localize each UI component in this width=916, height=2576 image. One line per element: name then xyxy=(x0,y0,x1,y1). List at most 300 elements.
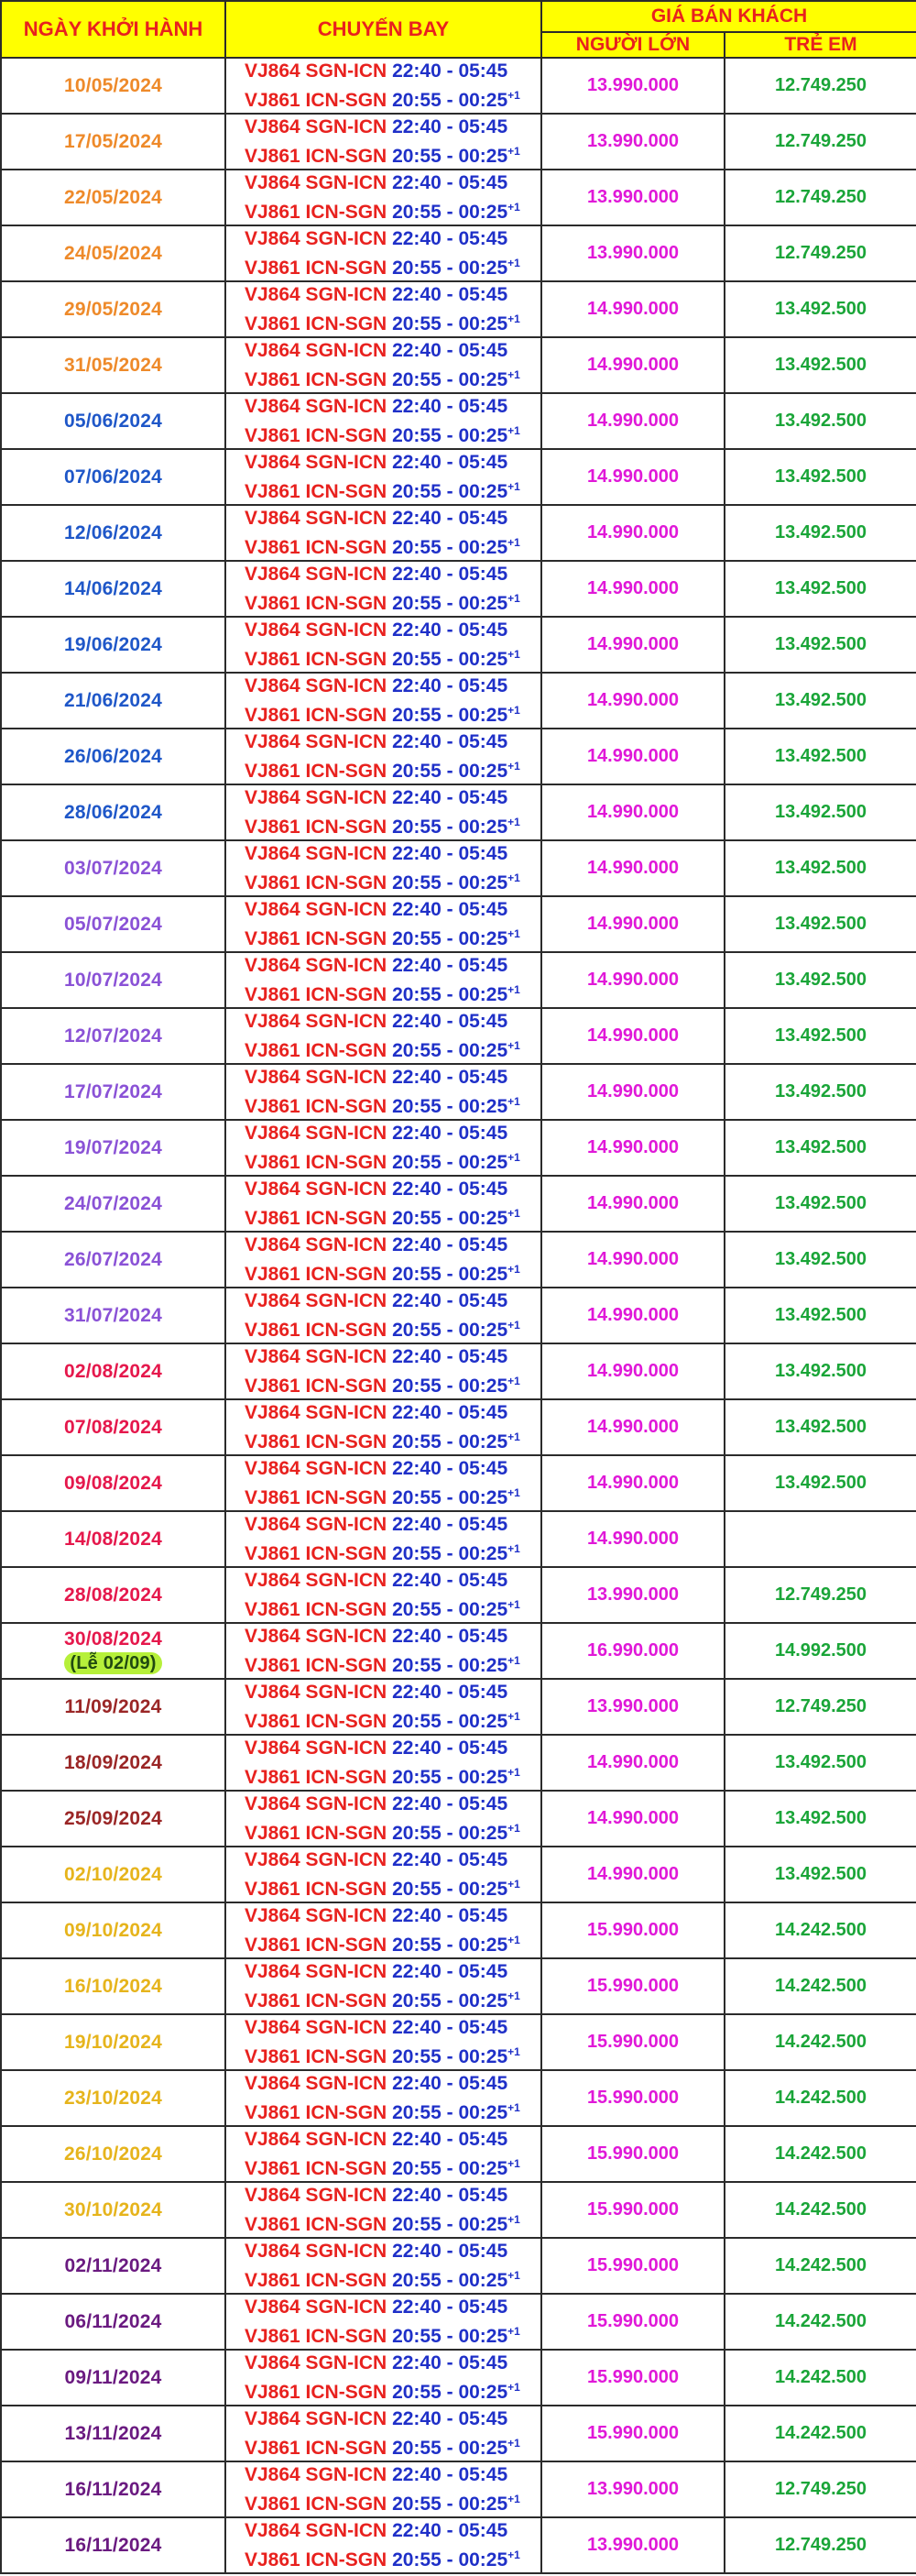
next-day-marker: +1 xyxy=(507,1654,520,1667)
outbound-flight-code: VJ864 SGN-ICN xyxy=(245,1346,387,1367)
outbound-flight-code: VJ864 SGN-ICN xyxy=(245,1626,387,1647)
outbound-flight-time: 22:40 - 05:45 xyxy=(392,1682,508,1703)
return-flight-time: 20:55 - 00:25 xyxy=(392,1431,508,1452)
child-price-cell: 12.749.250 xyxy=(725,170,916,225)
outbound-flight xyxy=(245,282,540,307)
return-flight xyxy=(245,2096,540,2125)
child-price-cell: 13.492.500 xyxy=(725,1343,916,1399)
adult-price-cell: 14.990.000 xyxy=(541,1735,725,1791)
flight-cell xyxy=(225,337,541,393)
outbound-flight-code: VJ864 SGN-ICN xyxy=(245,284,387,305)
return-flight-time: 20:55 - 00:25 xyxy=(392,1599,508,1620)
return-flight-time: 20:55 - 00:25 xyxy=(392,1655,508,1676)
child-price-cell: 13.492.500 xyxy=(725,673,916,729)
outbound-flight xyxy=(245,562,540,586)
outbound-flight xyxy=(245,59,540,83)
return-flight-time: 20:55 - 00:25 xyxy=(392,2549,508,2571)
next-day-marker: +1 xyxy=(507,2045,520,2058)
return-flight xyxy=(245,139,540,169)
outbound-flight-code: VJ864 SGN-ICN xyxy=(245,2241,387,2262)
next-day-marker: +1 xyxy=(507,704,520,717)
outbound-flight-code: VJ864 SGN-ICN xyxy=(245,1234,387,1255)
adult-price-cell: 14.990.000 xyxy=(541,729,725,784)
departure-date-cell xyxy=(1,617,225,673)
departure-date-cell xyxy=(1,952,225,1008)
return-flight xyxy=(245,810,540,839)
departure-date-cell xyxy=(1,1791,225,1847)
departure-date: 19/10/2024 xyxy=(63,2031,163,2053)
table-row xyxy=(1,617,916,673)
departure-date-cell xyxy=(1,1958,225,2014)
outbound-flight-time: 22:40 - 05:45 xyxy=(392,1737,508,1759)
table-row xyxy=(1,952,916,1008)
outbound-flight-code: VJ864 SGN-ICN xyxy=(245,1682,387,1703)
departure-date: 07/08/2024 xyxy=(63,1416,163,1438)
adult-price-cell: 14.990.000 xyxy=(541,896,725,952)
return-flight xyxy=(245,419,540,448)
outbound-flight xyxy=(245,953,540,978)
adult-price-cell: 14.990.000 xyxy=(541,1343,725,1399)
adult-price-cell: 14.990.000 xyxy=(541,393,725,449)
child-price-cell: 13.492.500 xyxy=(725,729,916,784)
table-row xyxy=(1,561,916,617)
outbound-flight-time: 22:40 - 05:45 xyxy=(392,2185,508,2206)
departure-date: 14/08/2024 xyxy=(63,1528,163,1550)
departure-date: 26/07/2024 xyxy=(63,1248,163,1270)
return-flight xyxy=(245,1481,540,1510)
return-flight-time: 20:55 - 00:25 xyxy=(392,481,508,502)
next-day-marker: +1 xyxy=(507,1095,520,1108)
adult-price-cell: 13.990.000 xyxy=(541,58,725,114)
child-price-cell: 14.242.500 xyxy=(725,2294,916,2350)
next-day-marker: +1 xyxy=(507,89,520,102)
return-flight-code: VJ861 ICN-SGN xyxy=(245,537,387,558)
return-flight-time: 20:55 - 00:25 xyxy=(392,537,508,558)
table-row xyxy=(1,1902,916,1958)
return-flight-code: VJ861 ICN-SGN xyxy=(245,2214,387,2235)
child-price-cell: 13.492.500 xyxy=(725,1455,916,1511)
outbound-flight xyxy=(245,1121,540,1145)
departure-date: 02/10/2024 xyxy=(63,1863,163,1885)
flight-cell xyxy=(225,840,541,896)
departure-date-cell xyxy=(1,2014,225,2070)
return-flight-code: VJ861 ICN-SGN xyxy=(245,2494,387,2515)
next-day-marker: +1 xyxy=(507,1934,520,1946)
return-flight xyxy=(245,1201,540,1231)
return-flight-code: VJ861 ICN-SGN xyxy=(245,202,387,223)
table-row xyxy=(1,784,916,840)
return-flight-code: VJ861 ICN-SGN xyxy=(245,2438,387,2459)
adult-price-cell: 14.990.000 xyxy=(541,1288,725,1343)
next-day-marker: +1 xyxy=(507,1990,520,2002)
return-flight-code: VJ861 ICN-SGN xyxy=(245,2102,387,2123)
return-flight-code: VJ861 ICN-SGN xyxy=(245,2382,387,2403)
outbound-flight-code: VJ864 SGN-ICN xyxy=(245,2352,387,2373)
departure-date-cell xyxy=(1,2126,225,2182)
return-flight-time: 20:55 - 00:25 xyxy=(392,258,508,279)
child-price-cell: 12.749.250 xyxy=(725,58,916,114)
table-row xyxy=(1,1623,916,1679)
departure-date: 16/11/2024 xyxy=(64,2478,162,2500)
next-day-marker: +1 xyxy=(507,1319,520,1332)
outbound-flight xyxy=(245,1344,540,1369)
adult-price-cell: 14.990.000 xyxy=(541,840,725,896)
outbound-flight-code: VJ864 SGN-ICN xyxy=(245,843,387,864)
table-row xyxy=(1,2182,916,2238)
next-day-marker: +1 xyxy=(507,201,520,214)
header-flight: CHUYẾN BAY xyxy=(225,1,541,58)
departure-date-cell xyxy=(1,1399,225,1455)
next-day-marker: +1 xyxy=(507,2213,520,2226)
flight-cell xyxy=(225,114,541,170)
adult-price-cell: 14.990.000 xyxy=(541,952,725,1008)
return-flight-code: VJ861 ICN-SGN xyxy=(245,313,387,334)
return-flight-code: VJ861 ICN-SGN xyxy=(245,481,387,502)
return-flight xyxy=(245,2319,540,2349)
outbound-flight-code: VJ864 SGN-ICN xyxy=(245,1514,387,1535)
return-flight-time: 20:55 - 00:25 xyxy=(392,817,508,838)
outbound-flight-time: 22:40 - 05:45 xyxy=(392,1011,508,1032)
outbound-flight-time: 22:40 - 05:45 xyxy=(392,1402,508,1423)
flight-cell xyxy=(225,1511,541,1567)
table-row xyxy=(1,2517,916,2573)
adult-price-cell: 14.990.000 xyxy=(541,1120,725,1176)
outbound-flight-code: VJ864 SGN-ICN xyxy=(245,2073,387,2094)
table-row xyxy=(1,281,916,337)
child-price-cell: 13.492.500 xyxy=(725,393,916,449)
outbound-flight-code: VJ864 SGN-ICN xyxy=(245,396,387,417)
adult-price-cell: 15.990.000 xyxy=(541,1902,725,1958)
table-row xyxy=(1,1008,916,1064)
return-flight-time: 20:55 - 00:25 xyxy=(392,2046,508,2067)
table-row xyxy=(1,1232,916,1288)
return-flight-code: VJ861 ICN-SGN xyxy=(245,1487,387,1508)
return-flight xyxy=(245,1034,540,1063)
return-flight-code: VJ861 ICN-SGN xyxy=(245,1990,387,2011)
departure-date-cell xyxy=(1,2294,225,2350)
return-flight-code: VJ861 ICN-SGN xyxy=(245,1320,387,1341)
flight-cell xyxy=(225,1455,541,1511)
next-day-marker: +1 xyxy=(507,1598,520,1611)
next-day-marker: +1 xyxy=(507,2325,520,2338)
departure-date-cell xyxy=(1,2517,225,2573)
adult-price-cell: 14.990.000 xyxy=(541,617,725,673)
table-row xyxy=(1,2014,916,2070)
return-flight-code: VJ861 ICN-SGN xyxy=(245,2270,387,2291)
departure-date: 10/05/2024 xyxy=(63,74,163,96)
return-flight xyxy=(245,2487,540,2516)
outbound-flight-time: 22:40 - 05:45 xyxy=(392,340,508,361)
return-flight xyxy=(245,1537,540,1566)
outbound-flight xyxy=(245,1624,540,1649)
child-price-cell: 12.749.250 xyxy=(725,1567,916,1623)
departure-date: 05/07/2024 xyxy=(63,913,163,935)
table-row xyxy=(1,1735,916,1791)
departure-date: 19/06/2024 xyxy=(63,633,163,655)
return-flight xyxy=(245,1649,540,1678)
outbound-flight-time: 22:40 - 05:45 xyxy=(392,508,508,529)
return-flight-code: VJ861 ICN-SGN xyxy=(245,761,387,782)
return-flight xyxy=(245,698,540,728)
return-flight-time: 20:55 - 00:25 xyxy=(392,425,508,446)
departure-date-cell xyxy=(1,1567,225,1623)
outbound-flight xyxy=(245,2127,540,2152)
adult-price-cell: 14.990.000 xyxy=(541,337,725,393)
flight-cell xyxy=(225,505,541,561)
outbound-flight-code: VJ864 SGN-ICN xyxy=(245,787,387,808)
flight-cell xyxy=(225,58,541,114)
outbound-flight-time: 22:40 - 05:45 xyxy=(392,172,508,193)
flight-cell xyxy=(225,1958,541,2014)
departure-date-cell xyxy=(1,2070,225,2126)
outbound-flight-time: 22:40 - 05:45 xyxy=(392,731,508,752)
outbound-flight xyxy=(245,2239,540,2264)
outbound-flight-code: VJ864 SGN-ICN xyxy=(245,564,387,585)
departure-date: 26/10/2024 xyxy=(63,2143,163,2165)
outbound-flight-time: 22:40 - 05:45 xyxy=(392,2073,508,2094)
departure-date: 28/08/2024 xyxy=(63,1584,163,1606)
departure-date: 05/06/2024 xyxy=(63,410,163,432)
departure-date: 30/10/2024 xyxy=(63,2198,163,2220)
outbound-flight-time: 22:40 - 05:45 xyxy=(392,1458,508,1479)
departure-date: 09/10/2024 xyxy=(63,1919,163,1941)
table-row xyxy=(1,2294,916,2350)
departure-date: 14/06/2024 xyxy=(63,577,163,599)
departure-date-cell xyxy=(1,505,225,561)
flight-cell xyxy=(225,2238,541,2294)
table-row xyxy=(1,2126,916,2182)
table-row xyxy=(1,1455,916,1511)
outbound-flight xyxy=(245,1512,540,1537)
return-flight-time: 20:55 - 00:25 xyxy=(392,1208,508,1229)
child-price-cell: 14.992.500 xyxy=(725,1623,916,1679)
return-flight xyxy=(245,2040,540,2069)
return-flight-time: 20:55 - 00:25 xyxy=(392,1935,508,1956)
holiday-note-badge: (Lễ 02/09) xyxy=(64,1652,161,1674)
table-row xyxy=(1,896,916,952)
return-flight-time: 20:55 - 00:25 xyxy=(392,984,508,1005)
outbound-flight-code: VJ864 SGN-ICN xyxy=(245,116,387,137)
adult-price-cell: 14.990.000 xyxy=(541,505,725,561)
header-child: TRẺ EM xyxy=(725,32,916,58)
next-day-marker: +1 xyxy=(507,257,520,269)
child-price-cell: 13.492.500 xyxy=(725,1735,916,1791)
return-flight xyxy=(245,1816,540,1846)
child-price-cell: 14.242.500 xyxy=(725,2406,916,2461)
next-day-marker: +1 xyxy=(507,1151,520,1164)
return-flight-time: 20:55 - 00:25 xyxy=(392,1990,508,2011)
departure-date: 24/05/2024 xyxy=(63,242,163,264)
outbound-flight-time: 22:40 - 05:45 xyxy=(392,1570,508,1591)
outbound-flight-code: VJ864 SGN-ICN xyxy=(245,955,387,976)
flight-cell xyxy=(225,2461,541,2517)
outbound-flight xyxy=(245,226,540,251)
outbound-flight-code: VJ864 SGN-ICN xyxy=(245,172,387,193)
adult-price-cell: 15.990.000 xyxy=(541,2406,725,2461)
outbound-flight-code: VJ864 SGN-ICN xyxy=(245,2017,387,2038)
table-row xyxy=(1,1064,916,1120)
return-flight-code: VJ861 ICN-SGN xyxy=(245,2326,387,2347)
child-price-cell xyxy=(725,1511,916,1567)
outbound-flight xyxy=(245,1736,540,1760)
flight-cell xyxy=(225,1902,541,1958)
departure-date: 02/08/2024 xyxy=(63,1360,163,1382)
outbound-flight-time: 22:40 - 05:45 xyxy=(392,116,508,137)
outbound-flight-time: 22:40 - 05:45 xyxy=(392,60,508,82)
child-price-cell: 13.492.500 xyxy=(725,1176,916,1232)
outbound-flight-time: 22:40 - 05:45 xyxy=(392,1067,508,1088)
next-day-marker: +1 xyxy=(507,480,520,493)
return-flight-code: VJ861 ICN-SGN xyxy=(245,1823,387,1844)
departure-date: 18/09/2024 xyxy=(63,1751,163,1773)
child-price-cell: 13.492.500 xyxy=(725,337,916,393)
table-row xyxy=(1,673,916,729)
return-flight-time: 20:55 - 00:25 xyxy=(392,1879,508,1900)
return-flight xyxy=(245,2543,540,2572)
outbound-flight xyxy=(245,618,540,642)
next-day-marker: +1 xyxy=(507,1375,520,1387)
table-row xyxy=(1,1567,916,1623)
flight-cell xyxy=(225,1288,541,1343)
outbound-flight-code: VJ864 SGN-ICN xyxy=(245,1123,387,1144)
outbound-flight-time: 22:40 - 05:45 xyxy=(392,2296,508,2318)
outbound-flight-time: 22:40 - 05:45 xyxy=(392,2464,508,2485)
outbound-flight-code: VJ864 SGN-ICN xyxy=(245,1849,387,1870)
flight-cell xyxy=(225,2014,541,2070)
outbound-flight xyxy=(245,2351,540,2375)
table-row xyxy=(1,2350,916,2406)
outbound-flight-code: VJ864 SGN-ICN xyxy=(245,1737,387,1759)
outbound-flight-code: VJ864 SGN-ICN xyxy=(245,2185,387,2206)
next-day-marker: +1 xyxy=(507,2437,520,2450)
outbound-flight-time: 22:40 - 05:45 xyxy=(392,787,508,808)
outbound-flight xyxy=(245,1792,540,1816)
return-flight xyxy=(245,1760,540,1790)
outbound-flight-time: 22:40 - 05:45 xyxy=(392,843,508,864)
return-flight xyxy=(245,866,540,895)
return-flight-code: VJ861 ICN-SGN xyxy=(245,1767,387,1788)
table-row xyxy=(1,170,916,225)
outbound-flight-time: 22:40 - 05:45 xyxy=(392,1290,508,1311)
return-flight-time: 20:55 - 00:25 xyxy=(392,1320,508,1341)
flight-cell xyxy=(225,281,541,337)
next-day-marker: +1 xyxy=(507,2269,520,2282)
return-flight xyxy=(245,1257,540,1287)
next-day-marker: +1 xyxy=(507,1039,520,1052)
table-row xyxy=(1,337,916,393)
flight-cell xyxy=(225,1735,541,1791)
outbound-flight-time: 22:40 - 05:45 xyxy=(392,2520,508,2541)
next-day-marker: +1 xyxy=(507,1207,520,1220)
departure-date-cell xyxy=(1,1120,225,1176)
flight-cell xyxy=(225,393,541,449)
return-flight-time: 20:55 - 00:25 xyxy=(392,1823,508,1844)
price-table-body xyxy=(1,58,916,2573)
flight-cell xyxy=(225,2126,541,2182)
outbound-flight-code: VJ864 SGN-ICN xyxy=(245,1067,387,1088)
next-day-marker: +1 xyxy=(507,2381,520,2394)
header-adult: NGƯỜI LỚN xyxy=(541,32,725,58)
return-flight-time: 20:55 - 00:25 xyxy=(392,2270,508,2291)
table-row xyxy=(1,1958,916,2014)
outbound-flight xyxy=(245,1233,540,1257)
departure-date-cell xyxy=(1,449,225,505)
child-price-cell: 13.492.500 xyxy=(725,449,916,505)
return-flight-time: 20:55 - 00:25 xyxy=(392,761,508,782)
departure-date: 22/05/2024 xyxy=(63,186,163,208)
return-flight xyxy=(245,251,540,280)
outbound-flight-code: VJ864 SGN-ICN xyxy=(245,1178,387,1200)
return-flight-time: 20:55 - 00:25 xyxy=(392,2382,508,2403)
outbound-flight-time: 22:40 - 05:45 xyxy=(392,1514,508,1535)
child-price-cell: 12.749.250 xyxy=(725,114,916,170)
return-flight-code: VJ861 ICN-SGN xyxy=(245,1431,387,1452)
table-row xyxy=(1,58,916,114)
departure-date: 12/06/2024 xyxy=(63,521,163,543)
table-row xyxy=(1,1679,916,1735)
outbound-flight xyxy=(245,2462,540,2487)
return-flight-code: VJ861 ICN-SGN xyxy=(245,649,387,670)
outbound-flight xyxy=(245,1903,540,1928)
departure-date-cell xyxy=(1,281,225,337)
table-row xyxy=(1,2461,916,2517)
outbound-flight-code: VJ864 SGN-ICN xyxy=(245,619,387,641)
child-price-cell: 13.492.500 xyxy=(725,1791,916,1847)
flight-cell xyxy=(225,617,541,673)
return-flight xyxy=(245,922,540,951)
next-day-marker: +1 xyxy=(507,1431,520,1443)
outbound-flight xyxy=(245,841,540,866)
return-flight-time: 20:55 - 00:25 xyxy=(392,146,508,167)
outbound-flight-code: VJ864 SGN-ICN xyxy=(245,1290,387,1311)
return-flight xyxy=(245,1313,540,1343)
return-flight xyxy=(245,2208,540,2237)
adult-price-cell: 13.990.000 xyxy=(541,114,725,170)
outbound-flight-code: VJ864 SGN-ICN xyxy=(245,228,387,249)
adult-price-cell: 13.990.000 xyxy=(541,1567,725,1623)
table-row xyxy=(1,1288,916,1343)
return-flight-code: VJ861 ICN-SGN xyxy=(245,1655,387,1676)
flight-cell xyxy=(225,1567,541,1623)
return-flight-time: 20:55 - 00:25 xyxy=(392,1040,508,1061)
adult-price-cell: 14.990.000 xyxy=(541,281,725,337)
return-flight-time: 20:55 - 00:25 xyxy=(392,1711,508,1732)
adult-price-cell: 14.990.000 xyxy=(541,784,725,840)
outbound-flight-code: VJ864 SGN-ICN xyxy=(245,1905,387,1926)
outbound-flight-time: 22:40 - 05:45 xyxy=(392,1961,508,1982)
adult-price-cell: 14.990.000 xyxy=(541,449,725,505)
departure-date: 23/10/2024 xyxy=(63,2087,163,2109)
table-row xyxy=(1,840,916,896)
child-price-cell: 13.492.500 xyxy=(725,505,916,561)
departure-date: 26/06/2024 xyxy=(63,745,163,767)
return-flight-time: 20:55 - 00:25 xyxy=(392,593,508,614)
return-flight xyxy=(245,2152,540,2181)
return-flight xyxy=(245,83,540,113)
outbound-flight xyxy=(245,450,540,475)
outbound-flight xyxy=(245,2518,540,2543)
child-price-cell: 13.492.500 xyxy=(725,1008,916,1064)
return-flight-code: VJ861 ICN-SGN xyxy=(245,2046,387,2067)
outbound-flight-time: 22:40 - 05:45 xyxy=(392,1178,508,1200)
outbound-flight-code: VJ864 SGN-ICN xyxy=(245,340,387,361)
next-day-marker: +1 xyxy=(507,1486,520,1499)
flight-cell xyxy=(225,561,541,617)
adult-price-cell: 13.990.000 xyxy=(541,2461,725,2517)
child-price-cell: 13.492.500 xyxy=(725,617,916,673)
departure-date: 13/11/2024 xyxy=(64,2422,162,2444)
departure-date: 17/05/2024 xyxy=(63,130,163,152)
